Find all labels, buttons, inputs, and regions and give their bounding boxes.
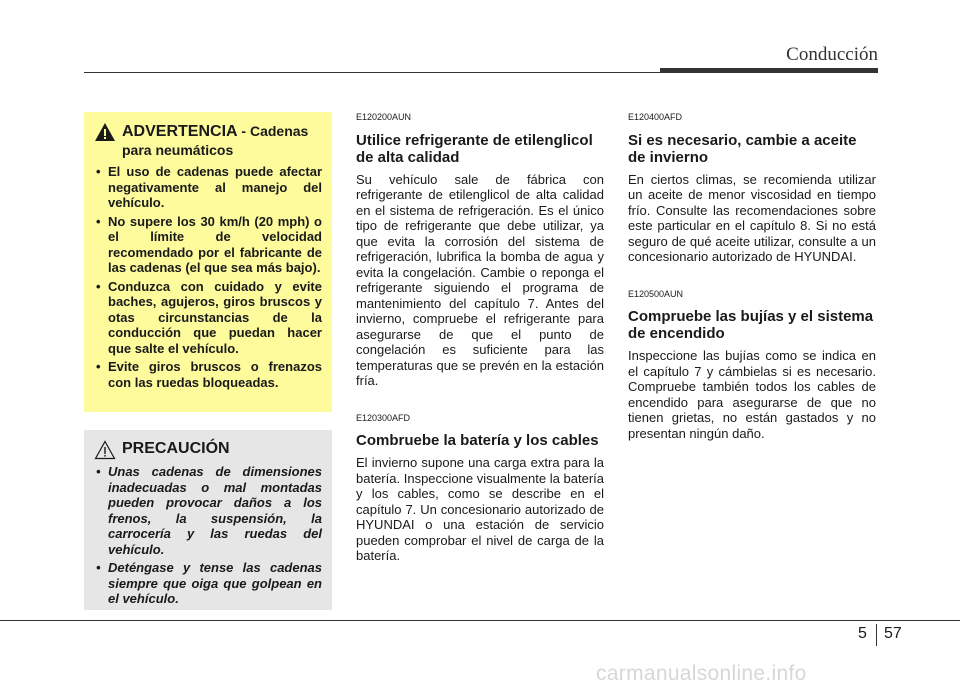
- header-title: Conducción: [786, 44, 878, 65]
- section-heading: Si es necesario, cambie a aceite de invierno: [628, 131, 857, 166]
- right-column: [628, 110, 876, 463]
- warning-header: [94, 122, 322, 160]
- caution-list: [94, 464, 322, 607]
- section-body: Su vehículo sale de fábrica con refrigerante de etilenglicol de alta calidad en el sistema de refrigeración. Es el único tipo de refrigerante que debe utilizar, ya que evita la corrosión del sistema de refrigeración, lubrifica la bomba de agua y evita la congelación. Cambie o reponga el refrigerante siguiendo el programa de mantenimiento del capítulo 7. Antes del invierno, compruebe el refrigerante para asegurarse de que el punto de congelación es suficiente para las temperaturas que se prevén en la estación fría.: [356, 171, 604, 388]
- section: [356, 411, 604, 564]
- page-number-divider: [876, 624, 877, 646]
- warning-item: • No supere los 30 km/h (20 mph) o el límite de velocidad recomendado por el fabricante de las cadenas (el que sea más bajo).: [94, 214, 322, 276]
- warning-title-sub: - Cadenas para neumáticos: [122, 123, 309, 158]
- section: [628, 110, 876, 265]
- caution-triangle-icon: [94, 440, 116, 460]
- caution-title: PRECAUCIÓN: [122, 440, 230, 457]
- warning-title: [122, 122, 322, 160]
- caution-header: [94, 440, 322, 460]
- section: [356, 110, 604, 389]
- warning-box: [84, 112, 332, 412]
- header-rule-bar: [660, 68, 878, 73]
- footer-rule: [0, 620, 960, 621]
- middle-column: [356, 110, 604, 586]
- caution-item: • Unas cadenas de dimensiones inadecuadas o mal montadas pueden provocar daños a los frenos, la suspensión, la carrocería y las ruedas del vehículo.: [94, 464, 322, 557]
- section-heading: Combruebe la batería y los cables: [356, 432, 599, 449]
- warning-item: • El uso de cadenas puede afectar negativamente al manejo del vehículo.: [94, 164, 322, 211]
- section-heading: Compruebe las bujías y el sistema de encendido: [628, 308, 874, 342]
- section-code: E120500AUN: [628, 288, 684, 299]
- caution-item: • Deténgase y tense las cadenas siempre que oiga que golpean en el vehículo.: [94, 560, 322, 607]
- section-code: E120300AFD: [356, 412, 411, 423]
- section-code: E120200AUN: [356, 112, 412, 122]
- page-number: 57: [884, 625, 902, 642]
- section: [628, 287, 876, 442]
- section-heading: Utilice refrigerante de etilenglicol de alta calidad: [356, 131, 593, 166]
- warning-list: [94, 164, 322, 390]
- section-body: El invierno supone una carga extra para la batería. Inspeccione visualmente la batería y los cables, como se describe en el capítulo 7. Un concesionario autorizado de HYUNDAI o una estación de servicio pueden comprobar el nivel de carga de la batería.: [356, 455, 604, 563]
- warning-title-main: ADVERTENCIA: [122, 123, 237, 140]
- section-body: En ciertos climas, se recomienda utilizar un aceite de menor viscosidad en tiempo frío. Consulte las recomendaciones sobre este particular en el capítulo 8. Si no está seguro de qué aceite utilizar, consulte a un concesionario autorizado de HYUNDAI.: [628, 171, 876, 264]
- chapter-number: 5: [858, 625, 867, 642]
- section-code: E120400AFD: [628, 112, 683, 122]
- warning-triangle-icon: [94, 122, 116, 142]
- watermark: carmanualsonline.info: [596, 662, 807, 685]
- warning-item: • Conduzca con cuidado y evite baches, agujeros, giros bruscos y otas circunstancias de la conducción que puedan hacer que salte el vehículo.: [94, 279, 322, 357]
- caution-box: [84, 430, 332, 610]
- warning-item: • Evite giros bruscos o frenazos con las ruedas bloqueadas.: [94, 359, 322, 390]
- section-body: Inspeccione las bujías como se indica en el capítulo 7 y cámbielas si es necesario. Compruebe también todos los cables de encendido para asegurarse de que no tienen grietas, no están gastados y no presentan ningún daño.: [628, 348, 876, 441]
